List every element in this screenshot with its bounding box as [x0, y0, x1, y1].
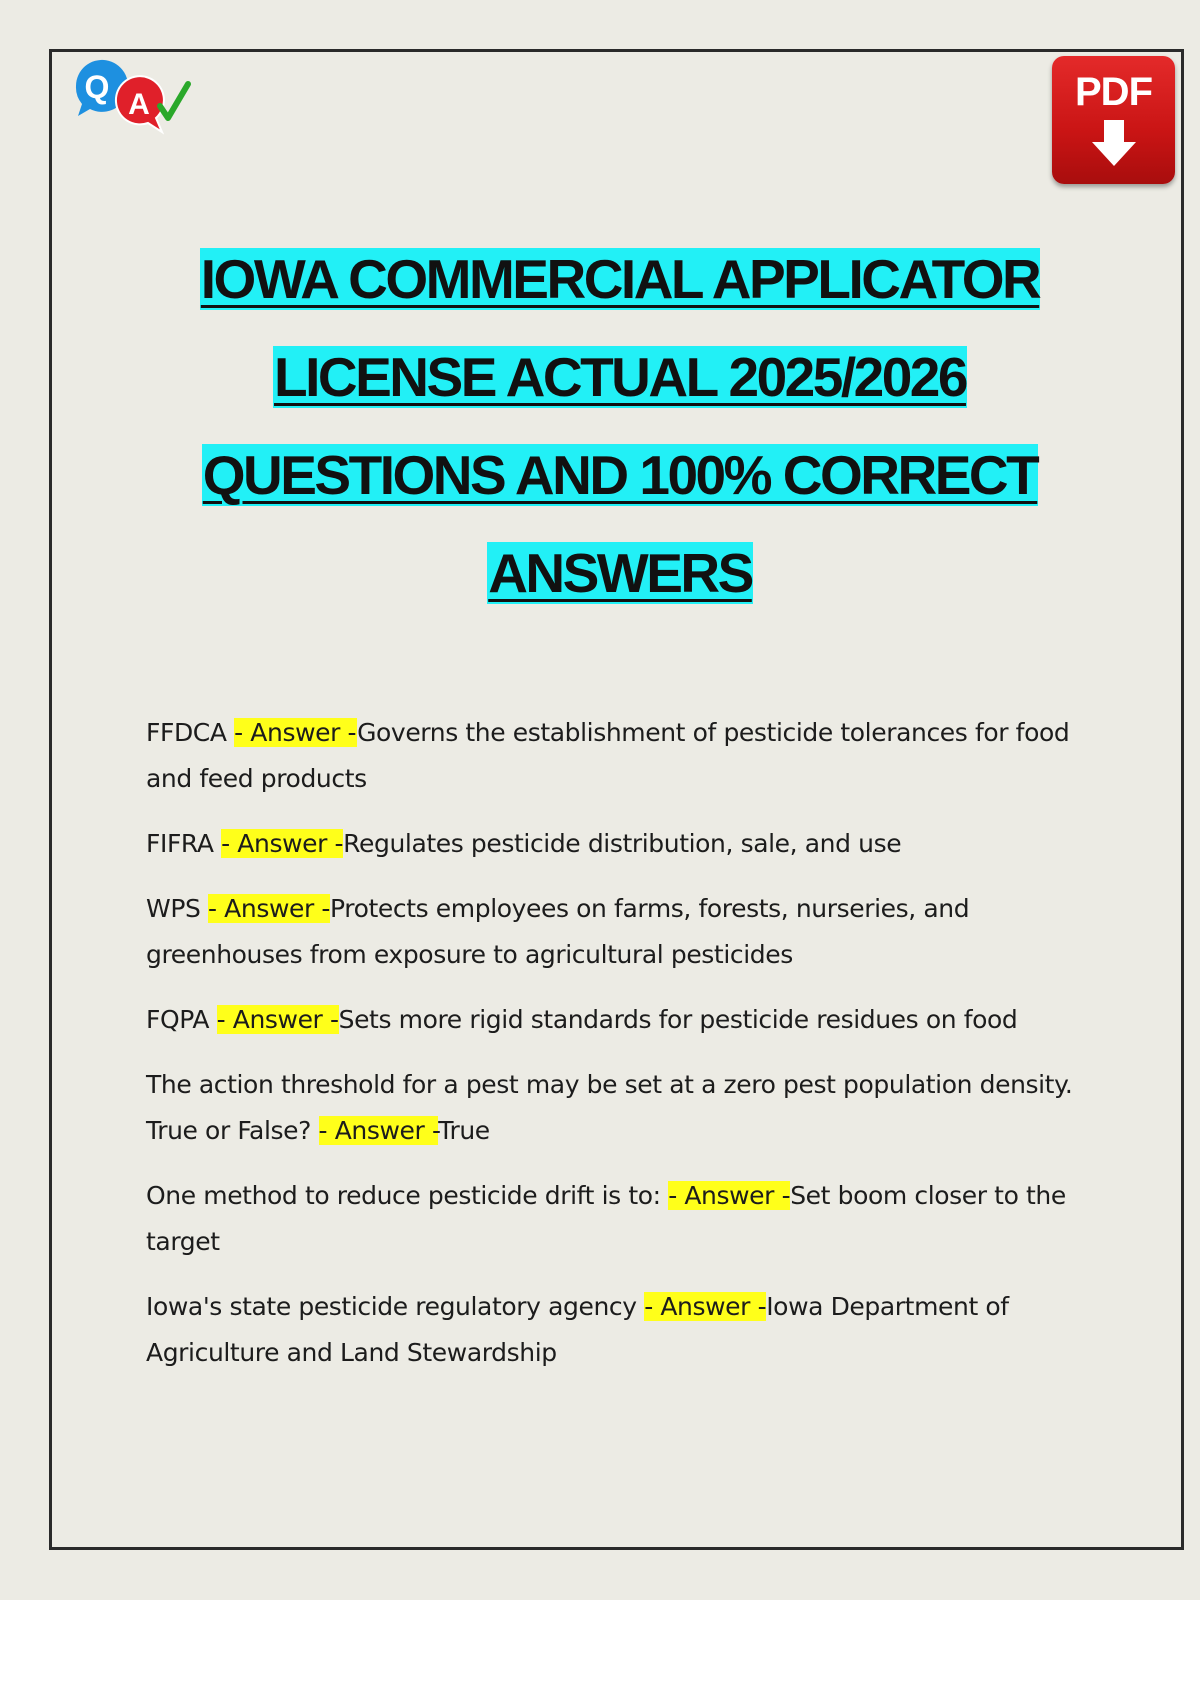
answer-text: Set boom closer to the target — [146, 1181, 1066, 1256]
question-text: One method to reduce pesticide drift is to: — [146, 1181, 669, 1210]
download-arrow-icon — [1092, 120, 1136, 168]
answer-text: Iowa Department of Agriculture and Land Stewardship — [146, 1292, 1009, 1367]
pdf-download-icon[interactable] — [1052, 56, 1175, 184]
title-line: LICENSE ACTUAL 2025/2026 — [274, 346, 966, 408]
qa-item — [146, 886, 1106, 978]
qa-checkmark-logo — [68, 56, 198, 136]
answer-marker: - Answer - — [318, 1116, 439, 1145]
question-text: FIFRA — [146, 829, 222, 858]
title-line: ANSWERS — [488, 542, 752, 604]
answer-text: Governs the establishment of pesticide tolerances for food and feed products — [146, 718, 1070, 793]
answer-marker: - Answer - — [208, 894, 331, 923]
answer-marker: - Answer - — [221, 829, 344, 858]
qa-item — [146, 997, 1106, 1043]
answer-text: Sets more rigid standards for pesticide residues on food — [338, 1005, 1018, 1034]
answer-marker: - Answer - — [668, 1181, 791, 1210]
qa-item — [146, 1173, 1106, 1265]
pdf-label: PDF — [1075, 70, 1152, 114]
qa-list — [146, 710, 1106, 1395]
question-text: The action threshold for a pest may be set at a zero pest population density. True or False? — [146, 1070, 1073, 1145]
answer-text: Protects employees on farms, forests, nurseries, and greenhouses from exposure to agricultural pesticides — [146, 894, 970, 969]
qa-item — [146, 1062, 1106, 1154]
answer-marker: - Answer - — [216, 1005, 339, 1034]
logo-q-letter: Q — [84, 69, 110, 105]
qa-item — [146, 710, 1106, 802]
logo-a-letter: A — [128, 88, 150, 121]
question-text: FFDCA — [146, 718, 235, 747]
question-text: FQPA — [146, 1005, 217, 1034]
document-title — [100, 230, 1140, 622]
qa-item — [146, 821, 1106, 867]
title-line: QUESTIONS AND 100% CORRECT — [202, 444, 1038, 506]
answer-marker: - Answer - — [644, 1292, 767, 1321]
answer-text: Regulates pesticide distribution, sale, and use — [343, 829, 902, 858]
question-text: Iowa's state pesticide regulatory agency — [146, 1292, 645, 1321]
answer-text: True — [438, 1116, 490, 1145]
qa-item — [146, 1284, 1106, 1376]
answer-marker: - Answer - — [234, 718, 358, 747]
title-line: IOWA COMMERCIAL APPLICATOR — [200, 248, 1040, 310]
question-text: WPS — [146, 894, 209, 923]
